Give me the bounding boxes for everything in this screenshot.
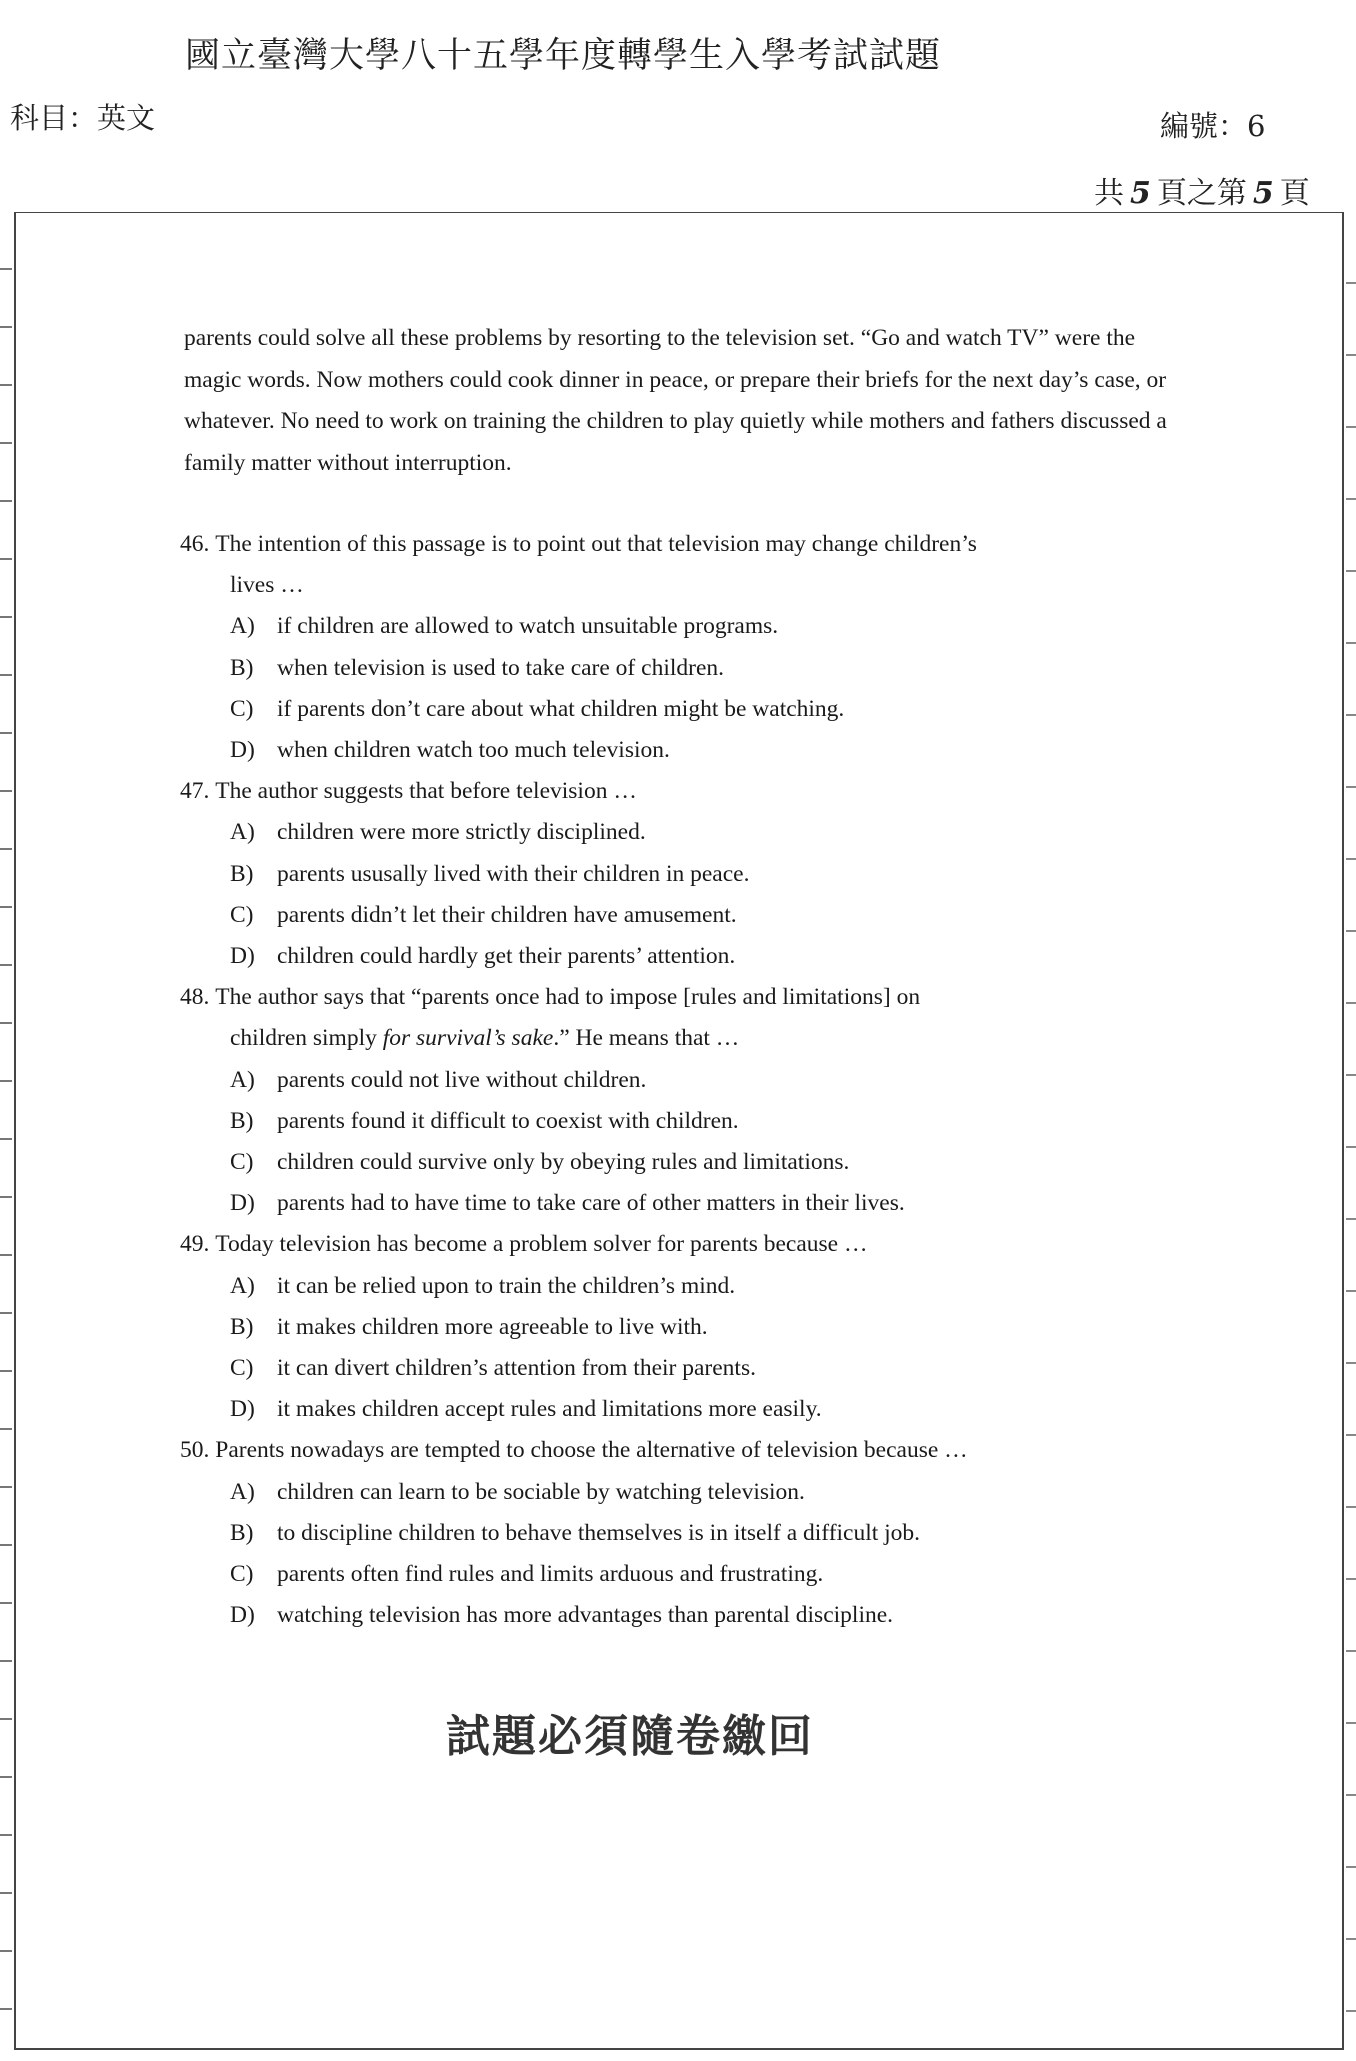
- question-text: The intention of this passage is to point out that television may change children’s: [215, 531, 977, 557]
- question-number: 50.: [180, 1437, 210, 1464]
- option-text: parents didn’t let their children have amusement.: [277, 901, 737, 928]
- option-letter: A): [230, 819, 255, 846]
- option-a: [180, 1266, 1240, 1307]
- option-letter: C): [230, 1355, 254, 1382]
- page-title: 國立臺灣大學八十五學年度轉學生入學考試試題: [185, 36, 942, 76]
- option-a: [180, 1472, 1240, 1513]
- option-b: [180, 1101, 1240, 1142]
- question-stem: [180, 1430, 1240, 1471]
- question-number: 49.: [180, 1231, 210, 1258]
- option-letter: B): [230, 1519, 254, 1546]
- subject-label: 科目：英文: [10, 101, 156, 135]
- option-letter: C): [230, 1561, 254, 1588]
- option-b: [180, 1307, 1240, 1348]
- option-letter: C): [230, 1149, 254, 1176]
- option-letter: D): [230, 737, 255, 764]
- option-b: [180, 1513, 1240, 1554]
- option-text: children could hardly get their parents’ attention.: [277, 943, 736, 970]
- option-text: when television is used to take care of children.: [277, 654, 725, 681]
- option-c: [180, 895, 1240, 936]
- exam-code: 編號：6: [1160, 109, 1266, 143]
- page-suffix: 頁: [1279, 176, 1310, 211]
- option-letter: B): [230, 1107, 254, 1134]
- option-c: [180, 689, 1240, 730]
- question-48: [180, 977, 1240, 1224]
- option-text: it makes children accept rules and limitations more easily.: [277, 1396, 822, 1423]
- option-text: parents often find rules and limits arduous and frustrating.: [277, 1561, 824, 1588]
- option-text: it can divert children’s attention from their parents.: [277, 1355, 756, 1382]
- option-letter: A): [230, 1478, 255, 1505]
- option-letter: C): [230, 695, 254, 722]
- option-text: parents found it difficult to coexist with children.: [277, 1107, 739, 1134]
- right-margin-ticks: [1346, 212, 1356, 2052]
- page-prefix: 共: [1094, 176, 1124, 211]
- option-letter: B): [230, 1313, 254, 1340]
- option-letter: D): [230, 943, 255, 970]
- question-text: Today television has become a problem solver for parents because …: [215, 1231, 868, 1258]
- question-number: 48.: [180, 984, 210, 1011]
- question-stem: [180, 1224, 1240, 1265]
- option-text: watching television has more advantages than parental discipline.: [277, 1602, 894, 1629]
- option-d: [180, 1595, 1240, 1636]
- question-text: The author says that “parents once had to impose [rules and limitations] on: [215, 984, 921, 1011]
- question-46: [180, 524, 1240, 771]
- option-text: it can be relied upon to train the children’s mind.: [277, 1272, 736, 1299]
- question-text: Parents nowadays are tempted to choose the alternative of television because …: [215, 1437, 968, 1464]
- option-letter: A): [230, 1066, 255, 1093]
- question-stem-continued: lives …: [230, 572, 304, 599]
- option-letter: B): [230, 860, 254, 887]
- stem-continued-end: .” He means that …: [553, 1025, 740, 1052]
- option-text: parents could not live without children.: [277, 1066, 647, 1093]
- page-mid: 頁之第: [1156, 176, 1247, 211]
- question-47: [180, 771, 1240, 977]
- option-letter: A): [230, 613, 255, 640]
- option-d: [180, 1183, 1240, 1224]
- stem-italic-phrase: for survival’s sake: [382, 1025, 554, 1052]
- option-d: [180, 730, 1240, 771]
- question-stem-continued: [180, 1018, 1240, 1059]
- option-text: if parents don’t care about what children might be watching.: [277, 695, 845, 722]
- option-a: [180, 812, 1240, 853]
- option-letter: B): [230, 654, 254, 681]
- option-text: parents ususally lived with their children in peace.: [277, 860, 750, 887]
- option-letter: C): [230, 901, 254, 928]
- option-text: to discipline children to behave themselves is in itself a difficult job.: [277, 1519, 921, 1546]
- option-letter: D): [230, 1396, 255, 1423]
- option-letter: D): [230, 1602, 255, 1629]
- stem-continued-text: children simply: [230, 1025, 383, 1052]
- question-text: The author suggests that before television …: [215, 778, 637, 805]
- option-text: parents had to have time to take care of other matters in their lives.: [277, 1190, 905, 1217]
- option-c: [180, 1554, 1240, 1595]
- option-b: [180, 854, 1240, 895]
- option-text: if children are allowed to watch unsuitable programs.: [277, 613, 779, 640]
- page-info: [1094, 168, 1310, 212]
- option-a: [180, 1060, 1240, 1101]
- option-c: [180, 1348, 1240, 1389]
- question-stem: [180, 977, 1240, 1018]
- return-notice-stamp: 試題必須隨卷繳回: [446, 1711, 814, 1762]
- option-text: children were more strictly disciplined.: [277, 819, 646, 846]
- question-stem: [180, 771, 1240, 812]
- option-letter: D): [230, 1190, 255, 1217]
- passage-text: parents could solve all these problems by resorting to the television set. “Go and watch TV” were the magic words. Now mothers could cook dinner in peace, or prepare their briefs for the next day’s case, or whatever. No need to work on training the children to play quietly while mothers and fathers discussed a family matter without interruption.: [184, 325, 1167, 476]
- option-d: [180, 1389, 1240, 1430]
- option-letter: A): [230, 1272, 255, 1299]
- option-text: it makes children more agreeable to live with.: [277, 1313, 708, 1340]
- question-list: [180, 524, 1240, 1636]
- option-d: [180, 936, 1240, 977]
- option-text: children could survive only by obeying rules and limitations.: [277, 1149, 850, 1176]
- option-text: children can learn to be sociable by watching television.: [277, 1478, 805, 1505]
- option-text: when children watch too much television.: [277, 737, 670, 764]
- page-current: 5: [1252, 176, 1274, 211]
- option-c: [180, 1142, 1240, 1183]
- left-margin-ticks: [0, 212, 12, 2052]
- question-number: 47.: [180, 778, 210, 805]
- question-49: [180, 1224, 1240, 1430]
- question-50: [180, 1430, 1240, 1636]
- option-b: [180, 648, 1240, 689]
- page-total: 5: [1130, 176, 1151, 211]
- option-a: [180, 606, 1240, 647]
- question-number: 46.: [180, 531, 210, 557]
- question-stem: [180, 524, 1240, 565]
